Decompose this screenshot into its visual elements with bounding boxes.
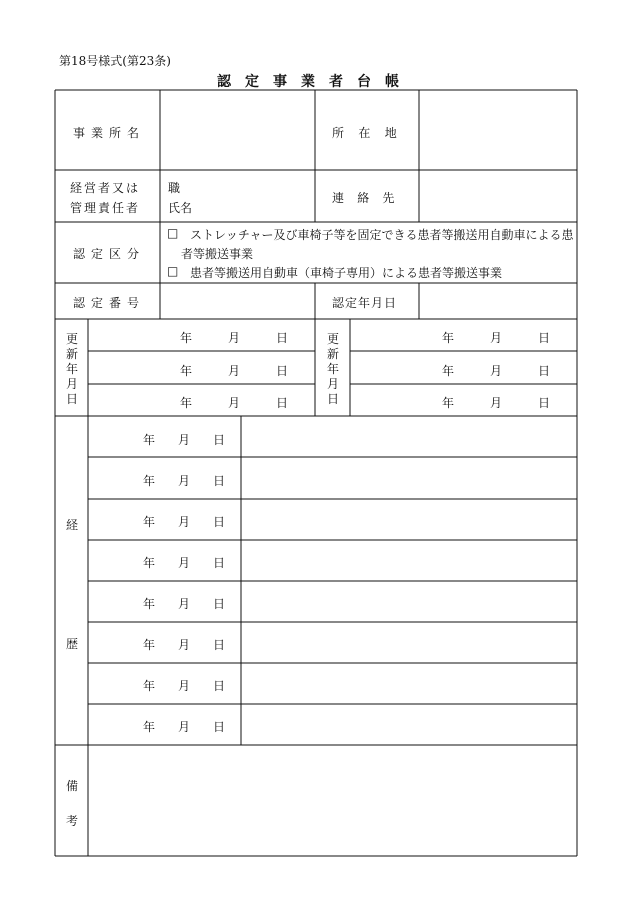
history-label-2: 歴 [66, 637, 79, 651]
category-option-1-checkbox[interactable]: □ [167, 226, 179, 240]
date-month: 月 [228, 364, 241, 378]
date-day: 日 [538, 364, 551, 378]
remarks-label-1: 備 [66, 779, 79, 793]
date-day: 日 [213, 433, 226, 447]
cert-number-label: 認定番号 [73, 296, 146, 310]
date-month: 月 [490, 396, 503, 410]
renewal-char: 年 [327, 362, 340, 376]
page-title: 認定事業者台帳 [217, 74, 413, 90]
date-year: 年 [180, 331, 193, 345]
date-year: 年 [442, 331, 455, 345]
renewal-char: 更 [66, 332, 79, 346]
date-day: 日 [213, 474, 226, 488]
date-day: 日 [213, 720, 226, 734]
date-year: 年 [143, 433, 156, 447]
contact-label: 連絡先 [332, 191, 408, 205]
date-month: 月 [178, 720, 191, 734]
location-label: 所在地 [332, 126, 412, 140]
history-label-1: 経 [66, 518, 79, 532]
date-month: 月 [178, 515, 191, 529]
category-option-1-text-line2: 者等搬送事業 [181, 247, 254, 261]
remarks-label-2: 考 [66, 814, 79, 828]
date-day: 日 [213, 597, 226, 611]
manager-label-line2: 管理責任者 [70, 201, 141, 215]
date-year: 年 [143, 720, 156, 734]
renewal-char: 新 [327, 347, 340, 361]
date-year: 年 [180, 396, 193, 410]
renewal-char: 月 [327, 377, 340, 391]
date-month: 月 [490, 364, 503, 378]
date-year: 年 [442, 364, 455, 378]
date-day: 日 [538, 396, 551, 410]
office-name-label: 事業所名 [73, 126, 146, 140]
date-month: 月 [178, 597, 191, 611]
renewal-char: 月 [66, 377, 79, 391]
renewal-char: 年 [66, 362, 79, 376]
date-day: 日 [538, 331, 551, 345]
date-day: 日 [213, 556, 226, 570]
date-year: 年 [143, 638, 156, 652]
date-day: 日 [276, 396, 289, 410]
date-year: 年 [143, 679, 156, 693]
form-number: 第18号様式(第23条) [59, 54, 171, 68]
name-label: 氏名 [168, 201, 193, 215]
cert-date-label: 認定年月日 [332, 296, 398, 310]
date-month: 月 [178, 679, 191, 693]
date-year: 年 [442, 396, 455, 410]
category-option-1-text: ストレッチャー及び車椅子等を固定できる患者等搬送用自動車による患 [190, 228, 574, 242]
date-year: 年 [180, 364, 193, 378]
date-month: 月 [490, 331, 503, 345]
renewal-char: 新 [66, 347, 79, 361]
renewal-char: 日 [66, 392, 79, 406]
category-label: 認定区分 [73, 247, 146, 261]
category-option-2-checkbox[interactable]: □ [167, 264, 179, 278]
date-month: 月 [178, 556, 191, 570]
date-day: 日 [213, 638, 226, 652]
date-year: 年 [143, 515, 156, 529]
date-day: 日 [276, 331, 289, 345]
date-year: 年 [143, 556, 156, 570]
job-label: 職 [168, 181, 181, 195]
date-month: 月 [178, 638, 191, 652]
date-year: 年 [143, 597, 156, 611]
date-day: 日 [213, 679, 226, 693]
date-day: 日 [213, 515, 226, 529]
date-day: 日 [276, 364, 289, 378]
category-option-2-text: 患者等搬送用自動車（車椅子専用）による患者等搬送事業 [190, 266, 503, 280]
renewal-char: 更 [327, 332, 340, 346]
renewal-char: 日 [327, 392, 340, 406]
manager-label-line1: 経営者又は [70, 181, 141, 195]
date-month: 月 [178, 433, 191, 447]
date-month: 月 [178, 474, 191, 488]
date-year: 年 [143, 474, 156, 488]
date-month: 月 [228, 396, 241, 410]
date-month: 月 [228, 331, 241, 345]
